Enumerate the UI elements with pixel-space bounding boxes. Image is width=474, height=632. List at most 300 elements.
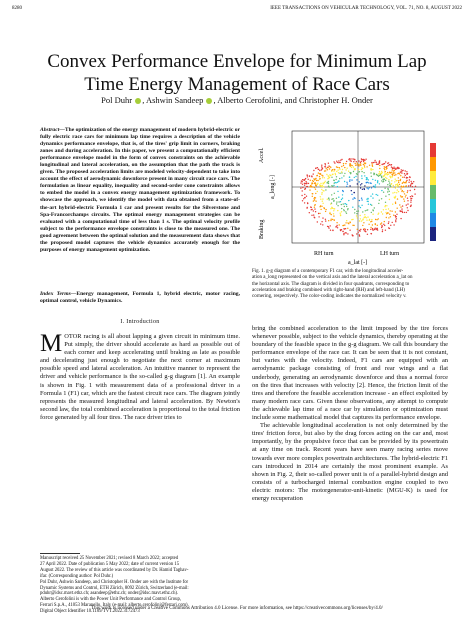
data-point (402, 170, 403, 171)
intro-line: circuit race cars. The diagram jointly represents the measured (40, 389, 241, 405)
data-point (378, 173, 379, 174)
data-point (315, 193, 316, 194)
data-point (387, 191, 388, 192)
data-point (330, 220, 331, 221)
data-point (364, 165, 365, 166)
data-point (323, 207, 324, 208)
data-point (364, 214, 365, 215)
text-line: bring the combined acceleration to the limit imposed by the (252, 325, 421, 332)
data-point (369, 187, 370, 188)
data-point (405, 175, 406, 176)
data-point (321, 166, 322, 167)
data-point (370, 227, 371, 228)
data-point (306, 174, 307, 175)
data-point (304, 185, 305, 186)
data-point (341, 177, 342, 178)
x-axis-label: a_lat [-] (348, 260, 368, 266)
data-point (345, 203, 346, 204)
data-point (408, 185, 409, 186)
data-point (342, 169, 343, 170)
data-point (341, 171, 342, 172)
data-point (365, 231, 366, 232)
data-point (381, 164, 382, 165)
data-point (345, 228, 346, 229)
data-point (368, 224, 369, 225)
data-point (350, 160, 351, 161)
data-point (406, 180, 407, 181)
footnote-line: ifar. (Corresponding author: Pol Duhr.) (40, 573, 114, 579)
data-point (399, 168, 400, 169)
data-point (414, 193, 415, 194)
data-point (333, 200, 334, 201)
data-point (319, 170, 320, 171)
data-point (388, 189, 389, 190)
data-point (375, 184, 376, 185)
data-point (397, 184, 398, 185)
data-point (307, 202, 308, 203)
data-point (339, 224, 340, 225)
data-point (346, 204, 347, 205)
data-point (361, 178, 362, 179)
data-point (357, 163, 358, 164)
data-point (362, 211, 363, 212)
data-point (346, 213, 347, 214)
text-line: body, generating an aerodynamic downforce and thus a normal (266, 373, 435, 381)
data-point (320, 209, 321, 210)
data-point (324, 170, 325, 171)
data-point (354, 177, 355, 178)
data-point (414, 189, 415, 190)
data-point (312, 193, 313, 194)
data-point (381, 190, 382, 191)
data-point (341, 159, 342, 160)
drop-cap: M (40, 330, 63, 357)
data-point (367, 229, 368, 230)
data-point (357, 229, 358, 230)
data-point (313, 214, 314, 215)
data-point (394, 197, 395, 198)
data-point (364, 185, 365, 186)
colorbar-segment (430, 213, 436, 227)
data-point (394, 192, 395, 193)
data-point (367, 216, 368, 217)
data-point (340, 229, 341, 230)
data-point (371, 219, 372, 220)
data-point (314, 208, 315, 209)
data-point (368, 188, 369, 189)
data-point (357, 174, 358, 175)
data-point (300, 188, 301, 189)
data-point (389, 176, 390, 177)
data-point (371, 187, 372, 188)
data-point (404, 212, 405, 213)
intro-text (40, 330, 241, 422)
data-point (385, 180, 386, 181)
data-point (326, 168, 327, 169)
data-point (390, 185, 391, 186)
data-point (397, 208, 398, 209)
data-point (374, 186, 375, 187)
data-point (379, 200, 380, 201)
data-point (336, 176, 337, 177)
text-line: track. Recent years have seen many racing series move towards (252, 446, 448, 462)
data-point (374, 160, 375, 161)
data-point (327, 182, 328, 183)
data-point (374, 207, 375, 208)
data-point (400, 175, 401, 176)
data-point (395, 179, 396, 180)
data-point (360, 162, 361, 163)
data-point (410, 206, 411, 207)
data-point (395, 187, 396, 188)
data-point (373, 186, 374, 187)
data-point (363, 164, 364, 165)
data-point (395, 174, 396, 175)
data-point (303, 179, 304, 180)
data-point (329, 168, 330, 169)
data-point (364, 175, 365, 176)
data-point (325, 164, 326, 165)
figure-caption (252, 269, 448, 300)
data-point (404, 193, 405, 194)
data-point (333, 185, 334, 186)
data-point (411, 195, 412, 196)
data-point (358, 169, 359, 170)
data-point (331, 207, 332, 208)
data-point (371, 212, 372, 213)
data-point (377, 195, 378, 196)
data-point (321, 169, 322, 170)
data-point (346, 206, 347, 207)
data-point (360, 184, 361, 185)
data-point (339, 178, 340, 179)
colorbar-segment (430, 199, 436, 213)
orcid-icon[interactable] (206, 98, 212, 104)
data-point (377, 180, 378, 181)
data-point (410, 185, 411, 186)
data-point (325, 220, 326, 221)
data-point (374, 187, 375, 188)
data-point (411, 182, 412, 183)
abstract-label: Abstract— (40, 127, 65, 133)
data-point (313, 181, 314, 182)
caption-line: acceleration and braking combined with right-hand (RH) and left-hand (LH) (252, 287, 405, 293)
data-point (325, 181, 326, 182)
data-point (384, 172, 385, 173)
data-point (354, 209, 355, 210)
data-point (400, 180, 401, 181)
data-point (322, 185, 323, 186)
text-line: package consisting of front and rear wings and a flat under (252, 365, 448, 381)
data-point (388, 165, 389, 166)
data-point (405, 196, 406, 197)
license-footer: This work is licensed under a Creative Commons Attribution 4.0 License. For more information, see https://creativecommons.org/licenses/by/4.0/ (91, 606, 383, 611)
data-point (328, 220, 329, 221)
data-point (404, 201, 405, 202)
data-point (358, 205, 359, 206)
paper-title (20, 50, 454, 96)
data-point (340, 162, 341, 163)
data-point (400, 210, 401, 211)
data-point (360, 207, 361, 208)
data-point (381, 227, 382, 228)
data-point (402, 212, 403, 213)
data-point (400, 188, 401, 189)
data-point (375, 219, 376, 220)
data-point (317, 221, 318, 222)
data-point (392, 175, 393, 176)
data-point (385, 171, 386, 172)
data-point (403, 186, 404, 187)
abstract-line: for the Silverstone and Spa-Francorchamps circuits. The optimal (40, 204, 240, 218)
data-point (348, 171, 349, 172)
data-point (319, 173, 320, 174)
data-point (382, 213, 383, 214)
data-point (343, 165, 344, 166)
data-point (333, 215, 334, 216)
data-point (396, 186, 397, 187)
data-point (367, 209, 368, 210)
data-point (308, 179, 309, 180)
data-point (349, 185, 350, 186)
data-point (337, 186, 338, 187)
data-point (366, 166, 367, 167)
data-point (363, 229, 364, 230)
paragraph (252, 422, 448, 502)
data-point (344, 167, 345, 168)
data-point (311, 209, 312, 210)
data-point (385, 202, 386, 203)
data-point (347, 208, 348, 209)
data-point (363, 159, 364, 160)
colorbar-segment (430, 157, 436, 171)
data-point (338, 201, 339, 202)
data-point (302, 200, 303, 201)
data-point (337, 191, 338, 192)
data-point (366, 177, 367, 178)
text-line: diagram. We call this boundary the performance envelope of the (252, 341, 448, 357)
intro-first-line: OTOR racing is all about lapping a given circuit in (64, 333, 199, 340)
data-point (313, 173, 314, 174)
data-point (356, 211, 357, 212)
data-point (361, 171, 362, 172)
data-point (305, 178, 306, 179)
data-point (344, 206, 345, 207)
data-point (341, 204, 342, 205)
data-point (379, 162, 380, 163)
data-point (331, 185, 332, 186)
data-point (364, 189, 365, 190)
data-point (403, 181, 404, 182)
data-point (307, 176, 308, 177)
data-point (384, 206, 385, 207)
data-point (317, 180, 318, 181)
data-point (339, 168, 340, 169)
data-point (384, 166, 385, 167)
data-point (378, 218, 379, 219)
data-point (341, 208, 342, 209)
data-point (346, 186, 347, 187)
data-point (335, 226, 336, 227)
data-point (352, 207, 353, 208)
data-point (366, 187, 367, 188)
data-point (326, 174, 327, 175)
author-list: Pol Duhr , Ashwin Sandeep , Alberto Cerofolini, and Christopher H. Onder (101, 95, 373, 105)
data-point (353, 192, 354, 193)
data-point (342, 194, 343, 195)
colorbar-segment (430, 227, 436, 241)
data-point (351, 194, 352, 195)
data-point (343, 234, 344, 235)
data-point (346, 220, 347, 221)
abstract-line: and during acceleration. In this paper, we present a computation (54, 148, 211, 155)
data-point (314, 217, 315, 218)
data-point (376, 174, 377, 175)
data-point (383, 192, 384, 193)
text-line: mined by the tires' friction force, but also by the drag forces (252, 422, 448, 438)
text-line: force on the tires that increases with velocity [2]. Hence, the (252, 373, 448, 389)
text-line: a parallel-hybrid design and consists of a turbocharged internal (252, 470, 449, 486)
data-point (374, 229, 375, 230)
data-point (349, 158, 350, 159)
data-point (334, 220, 335, 221)
data-point (361, 169, 362, 170)
data-point (397, 198, 398, 199)
data-point (360, 218, 361, 219)
data-point (372, 224, 373, 225)
y-label-accel: Accel. (259, 147, 265, 163)
data-point (311, 215, 312, 216)
abstract-line: management optimization. (86, 246, 151, 253)
data-point (412, 186, 413, 187)
data-point (342, 225, 343, 226)
colorbar-segment (430, 143, 436, 157)
data-point (407, 203, 408, 204)
data-point (331, 194, 332, 195)
data-point (372, 197, 373, 198)
data-point (375, 180, 376, 181)
data-point (355, 163, 356, 164)
data-point (381, 198, 382, 199)
running-header (12, 6, 462, 14)
data-point (332, 169, 333, 170)
data-point (399, 204, 400, 205)
data-point (395, 211, 396, 212)
data-point (352, 198, 353, 199)
data-point (304, 180, 305, 181)
data-point (370, 229, 371, 230)
data-point (407, 190, 408, 191)
data-point (318, 169, 319, 170)
data-point (383, 175, 384, 176)
data-point (346, 161, 347, 162)
data-point (387, 163, 388, 164)
intro-line: to negotiate the next corner at maximum possible speed and (40, 357, 241, 373)
data-point (391, 183, 392, 184)
data-point (306, 207, 307, 208)
data-point (362, 225, 363, 226)
data-point (314, 179, 315, 180)
data-point (344, 181, 345, 182)
data-point (311, 175, 312, 176)
data-point (388, 217, 389, 218)
data-point (372, 166, 373, 167)
data-point (355, 176, 356, 177)
data-point (361, 158, 362, 159)
data-point (371, 176, 372, 177)
data-point (345, 222, 346, 223)
data-point (310, 186, 311, 187)
text-line: race car. It can be seen that it is not constant, but varies with (252, 349, 449, 365)
data-point (363, 222, 364, 223)
data-point (354, 198, 355, 199)
data-point (321, 221, 322, 222)
data-point (372, 193, 373, 194)
data-point (361, 220, 362, 221)
data-point (344, 173, 345, 174)
data-point (387, 172, 388, 173)
data-point (405, 195, 406, 196)
author: Alberto Cerofolini, and Christopher H. Onder (217, 95, 373, 105)
data-point (310, 206, 311, 207)
data-point (328, 176, 329, 177)
data-point (381, 173, 382, 174)
y-label-braking: Braking (259, 219, 265, 239)
data-point (315, 178, 316, 179)
data-point (394, 168, 395, 169)
orcid-icon[interactable] (135, 98, 141, 104)
data-point (392, 222, 393, 223)
data-point (340, 215, 341, 216)
data-point (300, 182, 301, 183)
data-point (360, 165, 361, 166)
data-point (386, 167, 387, 168)
data-point (406, 212, 407, 213)
data-point (306, 196, 307, 197)
data-point (337, 169, 338, 170)
data-point (389, 182, 390, 183)
data-point (330, 230, 331, 231)
data-point (334, 169, 335, 170)
data-point (385, 212, 386, 213)
data-point (381, 176, 382, 177)
data-point (402, 190, 403, 191)
data-point (372, 230, 373, 231)
data-point (361, 167, 362, 168)
data-point (347, 228, 348, 229)
data-point (349, 177, 350, 178)
text-line: ever more complex powertrain architectures. The hybrid-electric (273, 454, 442, 462)
data-point (325, 189, 326, 190)
data-point (396, 180, 397, 181)
text-line: force that can be provided by its powertrain at any time on (252, 438, 448, 454)
abstract-line: constraints on the achievable longitudinal and lateral acceleration, (40, 155, 240, 169)
data-point (406, 177, 407, 178)
data-point (394, 175, 395, 176)
data-point (407, 200, 408, 201)
data-point (338, 172, 339, 173)
data-point (394, 170, 395, 171)
text-line: tire forces whenever possible, subject to the vehicle dynamics, (252, 325, 448, 341)
data-point (402, 177, 403, 178)
data-point (378, 176, 379, 177)
data-point (378, 213, 379, 214)
data-point (333, 170, 334, 171)
data-point (384, 163, 385, 164)
data-point (358, 232, 359, 233)
data-point (322, 198, 323, 199)
data-point (336, 166, 337, 167)
